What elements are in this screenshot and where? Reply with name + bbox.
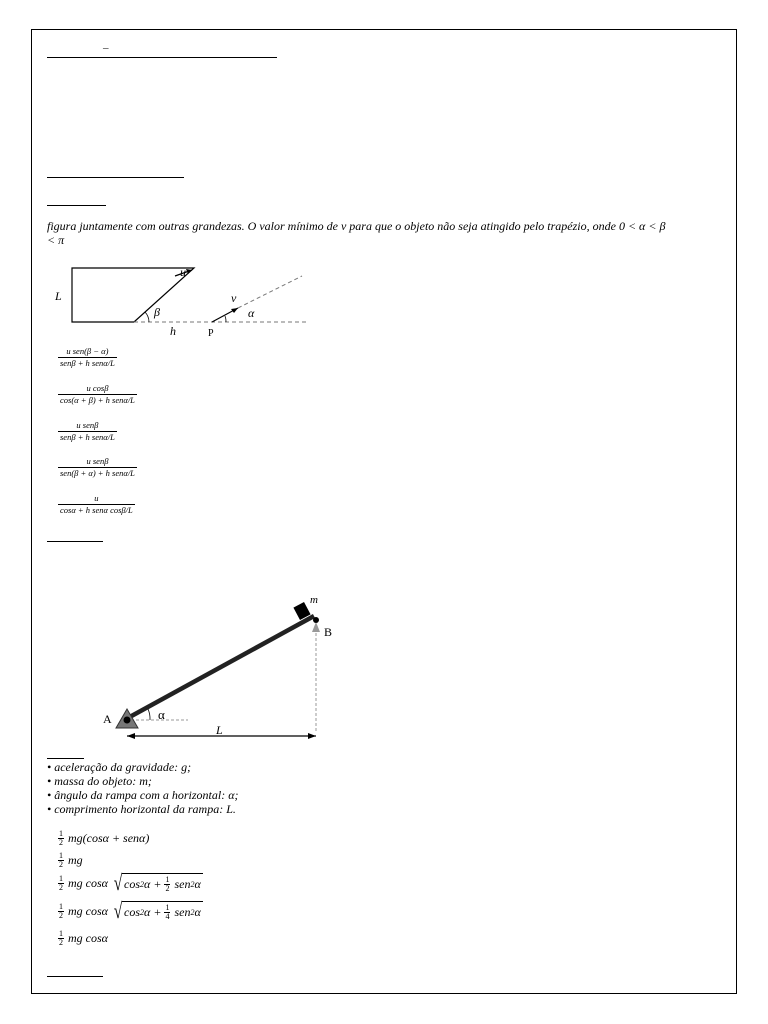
label-m: m — [310, 594, 318, 606]
label-beta: β — [154, 305, 160, 319]
label-L: L — [55, 289, 62, 303]
statement-line-1: figura juntamente com outras grandezas. O valor mínimo de v para que o objeto não seja atingido pelo trapézio, onde 0 < α < β — [47, 219, 666, 233]
label-u: u — [180, 265, 186, 279]
option-b[interactable] — [58, 383, 137, 406]
label-B: B — [324, 625, 333, 639]
given-item: • aceleração da gravidade: g; — [47, 760, 192, 774]
answer-b[interactable] — [58, 852, 83, 869]
header-rule — [47, 57, 277, 58]
pivot-point — [124, 717, 131, 724]
option-d[interactable] — [58, 456, 137, 479]
answer-c-fraction: $\frac{1}{2}$ — [59, 873, 63, 892]
trapezoid-figure — [52, 260, 312, 345]
option-e-denominator: cosα + h senα cosβ/L — [60, 505, 133, 515]
alpha-arc — [225, 316, 226, 322]
option-a-denominator: senβ + h senα/L — [60, 358, 115, 368]
page-border — [31, 29, 737, 994]
answer-b-expr: mg — [68, 853, 83, 867]
given-item: • comprimento horizontal da rampa: L. — [47, 802, 236, 816]
option-d-numerator: u senβ — [58, 456, 137, 468]
option-c-numerator: u senβ — [58, 420, 117, 432]
answer-e-fraction: $\frac{1}{2}$ — [59, 929, 63, 947]
answer-d[interactable] — [58, 898, 203, 923]
answer-a-fraction: $\frac{1}{2}$ — [59, 829, 63, 847]
footer-rule — [47, 976, 103, 977]
answer-b-fraction: $\frac{1}{2}$ — [59, 851, 63, 869]
answer-e[interactable] — [58, 930, 108, 947]
option-a-numerator: u sen(β − α) — [58, 346, 117, 358]
label-alpha: α — [248, 306, 255, 320]
answer-c-expr: mg cosα — [68, 875, 108, 890]
answer-d-sqrt: √ cos 2 α + $\frac{1}{4}$ sen 2 α — [113, 898, 201, 923]
statement-line-2: < π — [47, 233, 65, 247]
answer-c[interactable] — [58, 870, 203, 895]
option-b-denominator: cos(α + β) + h senα/L — [60, 395, 135, 405]
answer-a-expr: mg(cosα + senα) — [68, 831, 150, 845]
option-e-numerator: u — [58, 493, 135, 505]
beta-arc — [145, 312, 149, 322]
answer-d-expr: mg cosα — [68, 903, 108, 918]
answer-e-expr: mg cosα — [68, 931, 108, 945]
ramp-bar — [126, 616, 314, 719]
question1-rule — [47, 205, 106, 206]
ramp-figure — [100, 592, 340, 747]
given-item: • ângulo da rampa com a horizontal: α; — [47, 788, 239, 802]
answer-d-fraction: $\frac{1}{2}$ — [59, 901, 63, 920]
point-B-dot — [313, 617, 319, 623]
given-list — [47, 760, 239, 816]
ramp-alpha-arc — [148, 709, 150, 720]
answer-a[interactable] — [58, 830, 149, 847]
option-c-denominator: senβ + h senα/L — [60, 432, 115, 442]
section-rule — [47, 177, 184, 178]
given-item: • massa do objeto: m; — [47, 774, 152, 788]
option-a[interactable] — [58, 346, 117, 369]
label-ramp-alpha: α — [158, 707, 165, 722]
option-e[interactable] — [58, 493, 135, 516]
label-h: h — [170, 324, 176, 338]
header-dash: – — [103, 42, 109, 54]
label-v: v — [231, 291, 237, 305]
height-arrowhead — [312, 622, 320, 632]
label-A: A — [103, 712, 112, 726]
option-b-numerator: u cosβ — [58, 383, 137, 395]
answer-c-sqrt: √ cos 2 α + $\frac{1}{2}$ sen 2 α — [113, 870, 201, 895]
label-P: P — [208, 328, 214, 339]
label-ramp-L: L — [216, 723, 223, 737]
option-c[interactable] — [58, 420, 117, 443]
trajectory-dashed-line — [238, 276, 302, 308]
given-rule — [47, 758, 84, 759]
question1-statement — [47, 219, 723, 247]
option-d-denominator: sen(β + α) + h senα/L — [60, 468, 135, 478]
question2-rule — [47, 541, 103, 542]
